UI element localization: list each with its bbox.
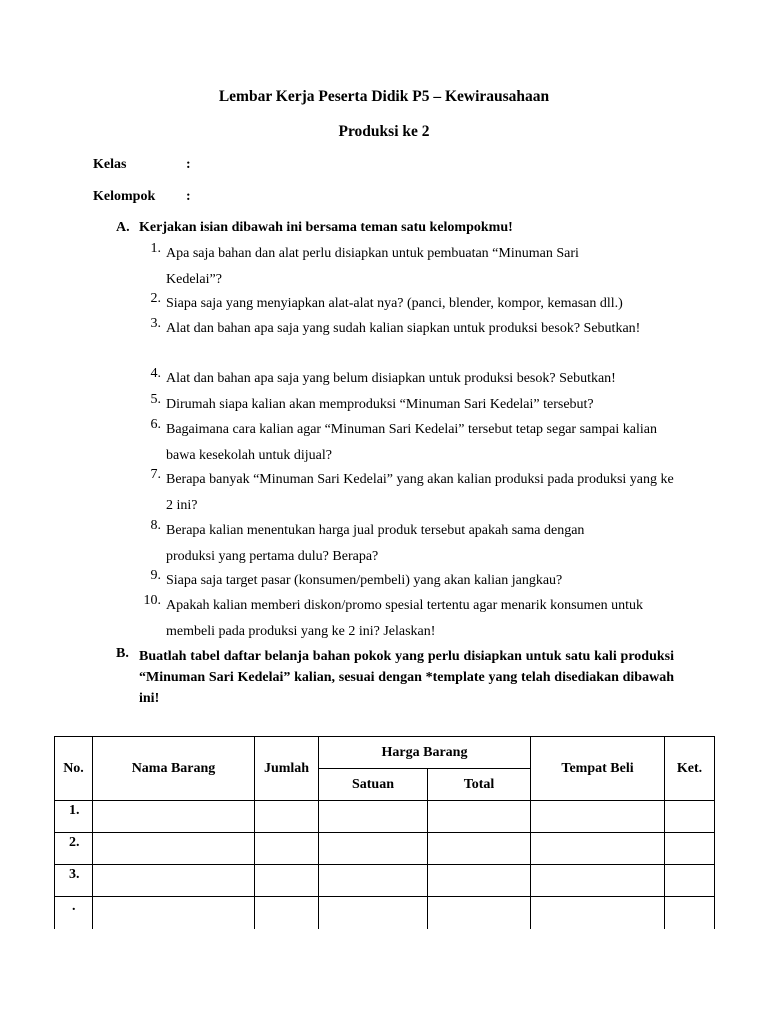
section-a-letter: A. [116, 220, 130, 235]
question-text: Siapa saja yang menyiapkan alat-alat nya? (panci, blender, kompor, kemasan dll.) [166, 296, 623, 311]
question-text: Apakah kalian memberi diskon/promo spesial tertentu agar menarik konsumen untuk membeli pada produksi yang ke 2 ini? Jelaskan! [166, 598, 644, 639]
header-total: Total [428, 769, 531, 801]
row-number: 2. [55, 833, 93, 865]
question-text: Siapa saja target pasar (konsumen/pembeli) yang akan kalian jangkau? [166, 573, 563, 588]
page-subtitle: Produksi ke 2 [338, 123, 430, 140]
question-number: 8. [150, 518, 161, 533]
question-text: Dirumah siapa kalian akan memproduksi “Minuman Sari Kedelai” tersebut? [166, 397, 594, 412]
question-number: 9. [150, 568, 161, 583]
table-row [55, 801, 715, 833]
cell-tempat-beli[interactable] [531, 865, 665, 897]
table-row [55, 833, 715, 865]
cell-jumlah[interactable] [255, 801, 319, 833]
cell-jumlah[interactable] [255, 865, 319, 897]
cell-ket[interactable] [665, 833, 715, 865]
question-text: Alat dan bahan apa saja yang belum disiapkan untuk produksi besok? Sebutkan! [166, 371, 616, 386]
row-number: . [55, 897, 93, 937]
question-text: Berapa kalian menentukan harga jual produk tersebut apakah sama dengan produksi yang pertama dulu? Berapa? [166, 523, 585, 564]
page-title: Lembar Kerja Peserta Didik P5 – Kewirausahaan [218, 88, 550, 105]
cell-nama-barang[interactable] [93, 801, 255, 833]
header-ket: Ket. [665, 737, 715, 801]
kelas-colon: : [186, 157, 191, 172]
question-text: Bagaimana cara kalian agar “Minuman Sari Kedelai” tersebut tetap segar sampai kalian bawa kesekolah untuk dijual? [166, 422, 657, 463]
cell-nama-barang[interactable] [93, 865, 255, 897]
section-a-heading: Kerjakan isian dibawah ini bersama teman satu kelompokmu! [139, 220, 513, 235]
header-harga-barang: Harga Barang [319, 737, 531, 769]
question-text: Apa saja bahan dan alat perlu disiapkan untuk pembuatan “Minuman Sari Kedelai”? [166, 246, 579, 287]
cell-jumlah[interactable] [255, 833, 319, 865]
question-number: 7. [150, 467, 161, 482]
row-number: 1. [55, 801, 93, 833]
question-number: 1. [150, 241, 161, 256]
cell-total[interactable] [428, 833, 531, 865]
section-b-instruction: Buatlah tabel daftar belanja bahan pokok yang perlu disiapkan untuk satu kali produksi “Minuman Sari Kedelai” kalian, sesuai dengan *template yang telah disediakan dibawah ini! [139, 649, 674, 706]
cell-satuan[interactable] [319, 801, 428, 833]
shopping-list-table [54, 736, 715, 937]
header-nama-barang: Nama Barang [93, 737, 255, 801]
kelompok-colon: : [186, 189, 191, 204]
cell-nama-barang[interactable] [93, 833, 255, 865]
cell-total[interactable] [428, 865, 531, 897]
kelas-label: Kelas [93, 157, 127, 172]
cell-satuan[interactable] [319, 865, 428, 897]
header-satuan: Satuan [319, 769, 428, 801]
question-number: 5. [150, 392, 161, 407]
table-row [55, 865, 715, 897]
question-number: 2. [150, 291, 161, 306]
question-number: 4. [150, 366, 161, 381]
question-text: Berapa banyak “Minuman Sari Kedelai” yang akan kalian produksi pada produksi yang ke 2 ini? [166, 472, 674, 513]
kelompok-label: Kelompok [93, 189, 156, 204]
question-number: 6. [150, 417, 161, 432]
question-number: 10. [143, 593, 161, 608]
question-number: 3. [150, 316, 161, 331]
cell-ket[interactable] [665, 865, 715, 897]
cell-tempat-beli[interactable] [531, 801, 665, 833]
header-tempat-beli: Tempat Beli [531, 737, 665, 801]
header-jumlah: Jumlah [255, 737, 319, 801]
cell-satuan[interactable] [319, 833, 428, 865]
question-text: Alat dan bahan apa saja yang sudah kalian siapkan untuk produksi besok? Sebutkan! [166, 321, 641, 336]
cell-total[interactable] [428, 801, 531, 833]
page-cut-area [40, 929, 740, 1024]
cell-tempat-beli[interactable] [531, 833, 665, 865]
cell-ket[interactable] [665, 801, 715, 833]
row-number: 3. [55, 865, 93, 897]
section-b-letter: B. [116, 646, 129, 661]
header-no: No. [55, 737, 93, 801]
